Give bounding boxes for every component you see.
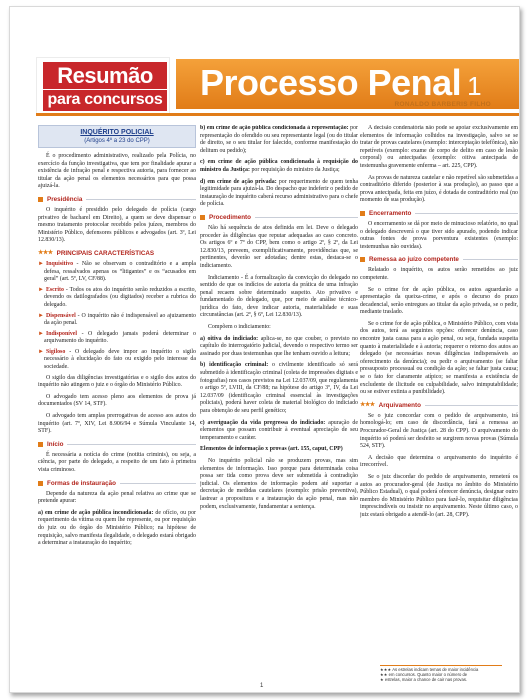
paragraph-inicio: É necessária a notícia do crime (notitia criminis), ou seja, a ciência, por parte do delegado, a respeito de um fato à primeira vista criminoso.: [38, 451, 196, 473]
item-title: Inquisitivo: [45, 260, 74, 267]
paragraph-procedimento-3: Compõem o indiciamento:: [208, 324, 271, 331]
paragraph-procedimento-2: Indiciamento - É a formalização da convicção do delegado no sentido de que os indícios de autoria da prática de uma infração penal recaem sobre determinado suspeito. Ato privativo e fundamentado do delegado, que, por meio de análise técnico-jurídica do fato, deve indicar autoria, materialidade e suas circunstâncias (art. 2º, § 6º, Lei 12.830/13).: [200, 274, 358, 319]
header-divider: [36, 113, 520, 116]
paragraph-provas-2: As provas de natureza cautelar e não repetível são submetidas a contraditório diferido (posterior à sua produção), ao passo que a prova antecipada, feita em juízo, é dotada de contraditório real (no momento de sua produção).: [360, 174, 518, 204]
averiguacao-title: c) averiguação da vida pregressa do indiciado:: [200, 419, 326, 426]
item-title: Escrito: [45, 286, 64, 293]
page-number: 1: [260, 683, 264, 689]
paragraph-averiguacao: [200, 420, 358, 443]
square-bullet-icon: [200, 215, 205, 220]
list-item: [38, 349, 196, 372]
section-heading-text: Arquivamento: [378, 401, 421, 409]
three-stars-icon: ★★★: [360, 401, 375, 408]
arrow-bullet-icon: ►: [38, 348, 44, 355]
header: [10, 7, 520, 117]
section-heading-text: Formas de instauração: [47, 479, 116, 487]
paragraph-formas-intro: Depende da natureza da ação penal relativa ao crime que se pretende apurar:: [38, 490, 196, 505]
stars-legend: [380, 665, 502, 687]
square-bullet-icon: [38, 197, 43, 202]
square-bullet-icon: [38, 442, 43, 447]
column-2: [200, 125, 358, 670]
elementos-heading: Elementos de informação x provas (art. 155, caput, CPP): [200, 446, 343, 453]
forma-a-title: a) em crime de ação pública incondicionada:: [38, 509, 154, 516]
section-heading-text: PRINCIPAIS CARACTERÍSTICAS: [56, 249, 155, 257]
section-heading-text: Encerramento: [369, 209, 412, 217]
heading-rule: [67, 444, 196, 445]
arrow-bullet-icon: ►: [38, 286, 44, 293]
arrow-bullet-icon: ►: [38, 330, 44, 337]
identificacao-text: o civilmente identificado só será submetido à identificação criminal (coleta de impressões digitais e fotografias) nos casos previstos na Lei 12.037/09, que regulamenta o artigo 5º, LVIII, da CF/88; na hipótese do artigo 3º, IV, da Lei 12.037/09 (identificação criminal essencial às investigações policiais), poderá haver coleta de material biológico do indiciado para obtenção de seu perfil genético;: [200, 362, 358, 414]
item-title: Dispensável: [45, 312, 76, 319]
page-title-text: Processo Penal: [200, 62, 462, 103]
item-text: - O delegado jamais poderá determinar o arquivamento do inquérito.: [44, 330, 196, 345]
paragraph-sigilo-3: O advogado tem amplas prerrogativas de acesso aos autos do inquérito (art. 7º, XIV, Lei 8.906/94 e Súmula Vinculante 14, STF).: [38, 413, 196, 435]
paragraph-presidencia: O inquérito é presidido pelo delegado de polícia (cargo privativo de bacharel em Direito), a quem se deve dispensar o mesmo tratamento protocolar recebido pelos juízes, membros do Ministério Público, defensores públicos e advogados (art. 3º, Lei 12.830/13).: [38, 206, 196, 244]
forma-c-title: c) em crime de ação pública condicionada à requisição do ministro da Justiça:: [200, 159, 358, 173]
section-heading-text: Início: [47, 440, 64, 448]
forma-c-text: por requisição do ministro da Justiça;: [249, 166, 340, 173]
item-text: - Não se observam o contraditório e a ampla defesa, ressalvados apenas os “litigantes” e os “acusados em geral” (art. 5º, LV, CF/88).: [44, 260, 196, 283]
section-heading-arquivamento: [360, 401, 518, 410]
paragraph-arquivamento-2: A decisão que determina o arquivamento do inquérito é irrecorrível.: [360, 454, 518, 469]
averiguacao-text: apuração de elementos que possam contribuir à eventual apreciação de seu temperamento e caráter.: [200, 419, 358, 441]
heading-rule: [463, 259, 518, 260]
item-text: - O delegado deve impor ao inquérito o sigilo necessário à elucidação do fato ou exigido pelo interesse da sociedade.: [44, 348, 196, 371]
paragraph-elementos: No inquérito policial não se produzem provas, mas sim elementos de informação. Isso porque para determinada coisa possa ser tida como prova deve ser submetida à contradição judicial. Os elementos de informação podem até suportar a decretação de medidas cautelares (exemplo: prisão preventiva), lastrear a propositura e a instauração da ação penal, mas não podem, exclusivamente, fundamentar a sentença.: [200, 457, 358, 510]
paragraph-arquivamento-3: Se o juiz discordar do pedido de arquivamento, remeterá os autos ao procurador-geral (de Justiça no âmbito do Ministério Público Estadual), o qual poderá oferecer denúncia, designar outro membro do Ministério Público para fazê-lo, requisitar diligências imprescindíveis ou insistir no arquivamento. Neste último caso, o juiz estará obrigado a atendê-lo (art. 28, CPP).: [360, 473, 518, 518]
oitiva-title: a) oitiva do indiciado:: [200, 335, 259, 342]
section-heading-text: Procedimento: [209, 213, 251, 221]
section-box-inquerito: [38, 125, 196, 148]
paragraph-oitiva: [200, 336, 358, 359]
section-heading-remessa: [360, 255, 518, 264]
section-heading-formas: [38, 479, 196, 488]
three-stars-icon: ★★★: [38, 249, 53, 256]
heading-rule: [425, 405, 518, 406]
section-heading-presidencia: [38, 195, 196, 204]
heading-rule: [86, 199, 196, 200]
paragraph-forma-c: [200, 159, 358, 174]
item-title: Sigiloso: [45, 348, 66, 355]
paragraph-remessa-2: Se o crime for de ação pública, os autos aguardarão a apresentação da queixa-crime, e após o decurso do prazo decadencial, serão entregues ao titular da ação privada, se o pedir, mediante traslado.: [360, 286, 518, 316]
paragraph-remessa-3: Se o crime for de ação pública, o Ministério Público, com vista dos autos, terá as seguintes opções: oferecer denúncia, caso encontre justa causa para a ação penal, ou seja, fundada suspeita quanto à materialidade e à autoria; requerer o retorno dos autos ao delegado (se necessárias novas diligências indispensáveis ao oferecimento da denúncia); ou pedir o arquivamento (se faltar pressuposto processual ou condição da ação; se faltar justa causa; se o fato for claramente atípico; se manifesta a existência de excludente de ilicitude ou culpabilidade, salvo inimputabilidade; ou se estiver extinta a punibilidade).: [360, 320, 518, 396]
forma-d-text: por requerimento de quem tenha legitimidade para ajuizá-la. Do despacho que indeferir o pedido de instauração de inquérito caberá recurso administrativo para o chefe de polícia.: [200, 178, 358, 208]
paragraph-forma-a: [38, 510, 196, 548]
section-heading-procedimento: [200, 213, 358, 222]
item-text: - Todos os atos do inquérito serão reduzidos a escrito, devendo os datilografados (ou digitados) receber a rubrica do delegado.: [44, 286, 196, 308]
section-heading-inicio: [38, 440, 196, 449]
list-item: [38, 261, 196, 284]
square-bullet-icon: [38, 481, 43, 486]
forma-b-title: b) em crime de ação pública condicionada à representação:: [200, 125, 349, 131]
list-item: [38, 331, 196, 346]
section-heading-encerramento: [360, 209, 518, 218]
author-name: RONALDO BARBERIS FILHO: [394, 101, 491, 108]
page-title-number: 1: [467, 71, 482, 101]
legend-line-3: ★ estrelas, maior a chance de cair nas provas.: [380, 677, 468, 683]
section-heading-caracteristicas: [38, 249, 196, 258]
column-1: [38, 125, 196, 670]
forma-a-text: de ofício, ou por requerimento da vítima ou quem lhe represente, ou por requisição do juiz ou do órgão do Ministério Público; na hipótese de requisição, salvo manifesta ilegalidade, o delegado estará obrigado a determinar a instauração do inquérito;: [38, 509, 196, 547]
section-box-title: INQUÉRITO POLICIAL: [80, 129, 154, 136]
forma-d-title: d) em crime de ação privada:: [200, 178, 277, 185]
paragraph-forma-b: [200, 125, 358, 155]
legend-line-1: ★★★ As estrelas indicam temas de maior incidência: [380, 667, 479, 672]
paragraph-remessa-1: Relatado o inquérito, os autos serão remetidos ao juiz competente.: [360, 267, 518, 281]
item-text: - O inquérito não é indispensável ao ajuizamento da ação penal.: [44, 312, 196, 327]
arrow-bullet-icon: ►: [38, 260, 44, 267]
legend-line-2: ★★ em concursos. Quanto maior o número de: [380, 672, 468, 678]
list-item: [38, 287, 196, 310]
section-heading-text: Presidência: [47, 195, 83, 203]
paragraph-encerramento: O encerramento se dá por meio de minucioso relatório, no qual o delegado descreverá o que tiver sido apurado, podendo indicar outras fontes de prova porventura existentes (exemplo: testemunhas não ouvidas).: [360, 220, 518, 250]
page-title: [200, 62, 481, 104]
paragraph-sigilo-1: O sigilo das diligências investigatórias e o sigilo dos autos do inquérito não atingem o juiz e o órgão do Ministério Público.: [38, 374, 196, 389]
arrow-bullet-icon: ►: [38, 312, 44, 319]
paragraph-provas-1: A decisão condenatória não pode se apoiar exclusivamente em elementos de informação colhidos na investigação, salvo se se tratar de provas cautelares (exemplo: interceptação telefônica), não repetíveis (exemplo: exame de corpo de delito em caso de lesão corporal) ou antecipadas (exemplo: oitiva antecipada de testemunha gravemente enferma – art. 225, CPP).: [360, 125, 518, 169]
list-item: [38, 313, 196, 328]
intro-paragraph: É o procedimento administrativo, realizado pela Polícia, no exercício da função investigativa, que tem por finalidade apurar a existência de infração penal e respectiva autoria, para fornecer ao titular da ação penal os elementos necessários para que possa ajuizá-la.: [38, 153, 196, 190]
item-title: Indisponível: [45, 330, 78, 337]
paragraph-forma-d: [200, 179, 358, 209]
paragraph-identificacao: [200, 362, 358, 415]
heading-rule: [415, 213, 518, 214]
logo-line-2: para concursos: [43, 89, 167, 111]
forma-b-text: por representação do ofendido ou seu representante legal (ou do titular de direito, se o seu titular for falecido, conforme manifestação do delitum ou pedido);: [200, 125, 358, 154]
section-box-subtitle: (Artigos 4º a 23 do CPP): [84, 138, 150, 144]
heading-rule: [120, 483, 196, 484]
document-sheet: [9, 6, 520, 693]
logo-line-1: Resumão: [43, 62, 167, 89]
section-heading-text: Remessa ao juízo competente: [369, 256, 459, 264]
column-3: [360, 125, 518, 670]
square-bullet-icon: [360, 257, 365, 262]
paragraph-procedimento-1: Não há sequência de atos definida em lei. Deve o delegado proceder às diligências que reputar adequadas ao caso concreto. Os artigos 6º e 7º do CPP, bem como o artigo 2º, § 2º, da Lei 12.830/13, preveem, exemplificativamente, providências que, se pertinentes, deverão ser adotadas; dentre estas, destaca-se o indiciamento.: [200, 224, 358, 269]
square-bullet-icon: [360, 211, 365, 216]
brand-logo: [36, 57, 170, 115]
paragraph-arquivamento-1: Se o juiz concordar com o pedido de arquivamento, irá homologá-lo; em caso de discordância, fará a remessa ao Procurador-Geral de Justiça (art. 28 do CPP). O arquivamento do inquérito só poderá ser desfeito se surgirem novas provas (Súmula 524, STF).: [360, 412, 518, 450]
identificacao-title: b) identificação criminal:: [200, 362, 269, 369]
heading-rule: [255, 217, 358, 218]
oitiva-text: aplica-se, no que couber, o previsto no capítulo do interrogatório judicial, devendo o respectivo termo ser assinado por duas testemunhas que lhe tenham ouvido a leitura;: [200, 335, 358, 357]
paragraph-sigilo-2: O advogado tem acesso pleno aos elementos de prova já documentados (SV 14, STF).: [38, 393, 196, 408]
